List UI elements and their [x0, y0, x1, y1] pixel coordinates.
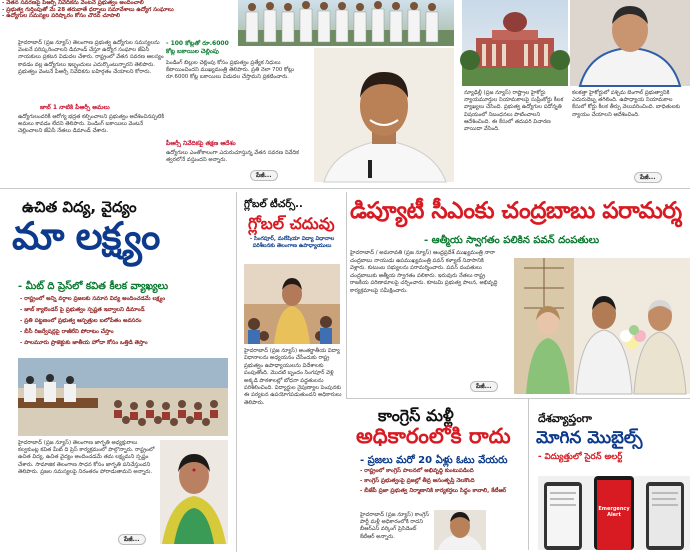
- deputy-cm-photo: [514, 258, 690, 394]
- congress-body: హైదరాబాద్ (ప్రజ న్యూస్) కాంగ్రెస్ పార్టీ మళ్లీ అధికారంలోకి రాదని బీఆర్ఎస్ వర్కింగ్ ప్రెసిడెంట్ కేటీఆర్ అన్నారు.: [360, 512, 430, 540]
- cm-portrait: [314, 48, 454, 182]
- education-bullet: - పాలమూరు ప్రాజెక్టుకు జాతీయ హోదా కోసం ఒత్తిడి తెస్తాం: [20, 340, 148, 346]
- divider: [236, 192, 237, 552]
- kavitha-portrait: [160, 440, 228, 544]
- congress-kicker: కాంగ్రెస్ మళ్లీ: [378, 406, 454, 425]
- education-bullet: - జాబ్ క్యాలెండర్ పై ప్రభుత్వం స్పష్టత ఇవ్వాలని డిమాండ్: [20, 307, 145, 313]
- top-col2-body: పెండింగ్ బిల్లుల చెల్లింపు కోసం ప్రభుత్వం ప్రత్యేక నిధులు కేటాయించిందని ముఖ్యమంత్రి తెలిపారు. ప్రతి నెలా 700 కోట్లు రూ.6000 కోట్ల బకాయిలు విడుదల చేస్తామని ప్రకటించారు.: [166, 60, 295, 81]
- global-body: హైదరాబాద్ (ప్రజ న్యూస్) అంతర్జాతీయ విద్యా విధానాలను అధ్యయనం చేసేందుకు రాష్ట్ర ప్రభుత్వం ఉపాధ్యాయులను విదేశాలకు పంపుతోంది. మొదటి బృందం సింగపూర్ వెళ్లి అక్కడి పాఠశాలల్లో బోధనా పద్ధతులను పరిశీలించింది. విద్యార్థుల నైపుణ్యాల పెంపునకు ఈ పర్యటన ఉపయోగపడుతుందని అధికారులు తెలిపారు.: [244, 348, 342, 406]
- page-badge: పేజీ...: [634, 172, 662, 183]
- top-col1-subhead: జాబ్ 1 నాటికి పీఆర్సీ అమలు: [40, 104, 110, 111]
- top-bullet: - ఉద్యోగుల సమస్యల పరిష్కారం కోసం చొరవ చూపాలి: [2, 13, 121, 19]
- page-badge: పేజీ...: [118, 534, 146, 545]
- top-bullets: [2, 0, 234, 20]
- group-photo-figures: [238, 0, 454, 46]
- global-subhead: - సింగపూర్, మలేషియా విద్యా విధానాల పరిశీలనకు తెలంగాణ ఉపాధ్యాయులు: [249, 236, 335, 249]
- deputy-cm-scene: [514, 258, 690, 394]
- education-bullet: - బీసీ రిజర్వేషన్లపై రాజీలేని పోరాటం చేస్తాం: [20, 329, 114, 335]
- teachers-classroom: [244, 264, 340, 344]
- top-col1-body: హైదరాబాద్ (ప్రజ న్యూస్) తెలంగాణ ప్రభుత్వ ఉద్యోగుల సమస్యలను వెంటనే పరిష్కరించాలని డిమాండ్ చేస్తూ ఉద్యోగ సంఘాల జేఏసీ నాయకులు ప్రకటన విడుదల చేశారు. రాష్ట్రంలో వేతన సవరణ ఆలస్యం కావడం వల్ల ఉద్యోగులు ఇబ్బందులు ఎదుర్కొంటున్నారని తెలిపారు. ప్రభుత్వం వెంటనే పీఆర్సీ నివేదికను బహిర్గతం చేయాలని కోరారు.: [18, 40, 164, 75]
- top-col2-subhead2: పీఆర్సీ నివేదికపై తక్షణ ఆదేశం: [166, 140, 236, 147]
- congress-bullet: - బీజేపీ ప్రజా ప్రభుత్వ నిర్మాణానికి కార్యకర్తలు సిద్ధం కావాలి, కేటీఆర్: [360, 488, 507, 494]
- mobile-headline: మోగిన మొబైల్స్: [536, 428, 643, 448]
- deputy-subhead: - ఆత్మీయ స్వాగతం పలికిన పవన్ దంపతులు: [424, 235, 600, 246]
- education-headline: మా లక్ష్యం: [12, 214, 160, 258]
- ktr-portrait: [434, 510, 486, 550]
- supreme-court-body: న్యూఢిల్లీ (ప్రజ న్యూస్) రాష్ట్రాల హైకోర్టు న్యాయమూర్తుల నియామకాలపై సుప్రీంకోర్టు కీలక వ్యాఖ్యలు చేసింది. ప్రభుత్వ ఉద్యోగుల పదోన్నతి విషయంలో నిబంధనలు పాటించాలని ఆదేశించింది. ఈ కేసులో తదుపరి విచారణ వాయిదా వేసింది.: [464, 90, 564, 133]
- mobile-photo: [538, 476, 690, 550]
- leader-portrait: [570, 0, 690, 86]
- mobile-kicker: దేశవ్యాప్తంగా: [538, 412, 592, 425]
- congress-subhead: - ప్రజలు మరో 20 ఏళ్లు ఓటు వేయరు: [360, 455, 508, 466]
- group-photo: [238, 0, 454, 46]
- meet-the-press-photo: [18, 358, 228, 436]
- meet-the-press-scene: [18, 358, 228, 436]
- top-col1-body2: ఉద్యోగులందరికీ ఆరోగ్య భద్రత కల్పించాలని ప్రభుత్వం ఆదేశించినప్పటికీ అమలు కావడం లేదని తెలిపారు. పెండింగ్ బకాయిలు వెంటనే చెల్లించాలని జేఏసీ నేతలు డిమాండ్ చేశారు.: [18, 114, 165, 135]
- congress-bullet: - కాంగ్రెస్ ప్రభుత్వంపై ప్రజల్లో తీవ్ర అసంతృప్తి నెలకొంది: [360, 478, 475, 484]
- education-bullets: [20, 296, 230, 351]
- supreme-court-building: [462, 0, 568, 86]
- divider: [346, 398, 690, 399]
- page-badge: పేజీ...: [470, 381, 498, 392]
- cm-portrait-photo: [256, 48, 454, 182]
- ktr-photo: [434, 510, 486, 550]
- education-subhead: - మీట్ ది ప్రెస్‌లో కవిత కీలక వ్యాఖ్యలు: [18, 281, 169, 292]
- deputy-body: హైదరాబాద్ / అమరావతి (ప్రజ న్యూస్) ఆంధ్రప్రదేశ్ ముఖ్యమంత్రి నారా చంద్రబాబు నాయుడు ఉపముఖ్యమంత్రి పవన్ కళ్యాణ్ నివాసానికి వెళ్లారు. కుటుంబ సభ్యులను పరామర్శించారు. పవన్ దంపతులు చంద్రబాబుకు ఆత్మీయ స్వాగతం పలికారు. ఇరువురు నేతలు రాష్ట్ర రాజకీయ పరిణామాలపై చర్చించారు. కూటమి ప్రభుత్వ పాలన, అభివృద్ధి కార్యక్రమాలపై సమీక్షించారు.: [350, 250, 498, 294]
- top-bullet: - వేతన సవరణపై పీఆర్సీ నివేదికను వెంటనే ప్రభుత్వం అందించాలి: [2, 0, 144, 6]
- education-bullet: - రాష్ట్రంలో అన్ని వర్గాల ప్రజలకు సమాన విద్య అందించడమే లక్ష్యం: [20, 296, 166, 302]
- page-badge: పేజీ...: [250, 170, 278, 181]
- mobile-subhead: - విద్యుత్తులో సైరన్ అలర్ట్: [538, 452, 623, 462]
- top-col2-body2: ఉద్యోగులు ఎంతోకాలంగా ఎదురుచూస్తున్న వేతన సవరణ నివేదిక త్వరలోనే వస్తుందని అన్నారు.: [166, 150, 299, 164]
- congress-bullets: [360, 468, 530, 498]
- education-kicker: ఉచిత విద్య, వైద్యం: [22, 198, 137, 216]
- congress-bullet: - రాష్ట్రంలో కాంగ్రెస్ పాలనలో అభివృద్ధి కుంటుపడింది: [360, 468, 474, 474]
- kavitha-photo: [160, 440, 228, 544]
- deputy-headline: డిప్యూటీ సీఎంకు చంద్రబాబు పరామర్శ: [350, 198, 682, 224]
- divider: [346, 192, 347, 398]
- divider: [0, 188, 690, 189]
- global-kicker: గ్లోబల్ టీచర్స్..: [244, 199, 303, 210]
- global-headline: గ్లోబల్ చదువు: [248, 214, 335, 233]
- leader-body: కలకత్తా హైకోర్టులో పశ్చిమ బెంగాల్ ప్రభుత్వానికి ఎదురుదెబ్బ తగిలింది. ఉపాధ్యాయ నియామకాల కేసులో కోర్టు కీలక తీర్పు వెలువరించింది. బాధితులకు న్యాయం చేయాలని ఆదేశించింది.: [572, 90, 681, 118]
- education-bullet: - ప్రతి పట్టణంలో ప్రభుత్వ ఆస్పత్రుల బలోపేతం అవసరం: [20, 318, 142, 324]
- congress-headline: అధికారంలోకి రాదు: [356, 424, 511, 448]
- divider: [528, 398, 529, 550]
- leader-photo: [570, 0, 690, 86]
- education-body: హైదరాబాద్ (ప్రజ న్యూస్) తెలంగాణ జాగృతి అధ్యక్షురాలు కల్వకుంట్ల కవిత మీట్ ది ప్రెస్ కార్యక్రమంలో పాల్గొన్నారు. రాష్ట్రంలో ఉచిత విద్య, ఉచిత వైద్యం అందించడమే తమ లక్ష్యమని స్పష్టం చేశారు. సామాజిక తెలంగాణ సాధన కోసం జాగృతి పనిచేస్తుందని తెలిపారు. ప్రజల సమస్యలపై నిరంతరం పోరాడుతామని అన్నారు.: [18, 440, 155, 475]
- teachers-photo: [244, 264, 340, 344]
- phone-alert-text: Emergency Alert: [598, 506, 630, 518]
- supreme-court-photo: [462, 0, 568, 86]
- top-col2-subhead: - 100 కోట్లతో రూ.6000 కోట్ల బకాయిల చెల్లింపు: [166, 40, 229, 55]
- top-bullet: - ప్రభుత్వ గుర్తింపుతో మే 28 తరువాతే ధర్నాలు సమావేశాలు ఉద్యోగ సంఘాలు: [2, 6, 174, 13]
